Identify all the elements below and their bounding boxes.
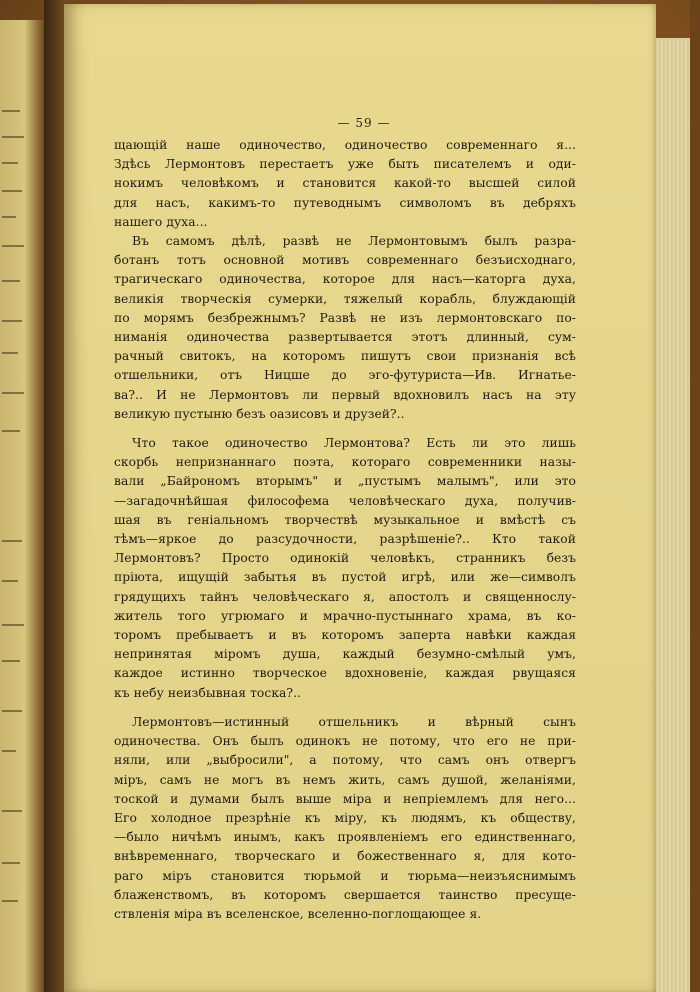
facing-page-ink: [2, 862, 20, 864]
paragraph-gap: [114, 424, 576, 434]
facing-page-ink: [2, 624, 24, 626]
text-line: пріюта, ищущій забытья въ пустой игрѣ, или же—символъ: [114, 570, 576, 585]
text-line: ва?.. И не Лермонтовъ ли первый вдохновилъ насъ на эту: [114, 387, 576, 402]
paragraph: [114, 713, 576, 924]
facing-page-ink: [2, 110, 20, 112]
text-line: нокимъ человѣкомъ и становится какой-то высшей силой: [114, 176, 576, 191]
book-page: [64, 4, 656, 992]
text-line: вали „Байрономъ вторымъ" и „пустымъ малымъ", или это: [114, 474, 576, 489]
text-line: для насъ, какимъ-то путеводнымъ символомъ въ дебряхъ: [114, 195, 576, 210]
facing-page-ink: [2, 352, 18, 354]
facing-page-ink: [2, 392, 24, 394]
facing-page-ink: [2, 580, 18, 582]
text-line: Въ самомъ дѣлѣ, развѣ не Лермонтовымъ былъ разра-: [132, 234, 576, 249]
text-line: —загадочнѣйшая философема человѣческаго духа, получив-: [114, 493, 576, 508]
text-line: Лермонтовъ? Просто одинокій человѣкъ, странникъ безъ: [114, 551, 576, 566]
text-line: каждое истинно творческое вдохновеніе, каждая рвущаяся: [114, 666, 576, 681]
text-line: ниманія одиночества развертывается этотъ длинный, сум-: [114, 330, 576, 345]
facing-page-ink: [2, 280, 20, 282]
text-line: внѣвременнаго, творческаго и божественнаго я, для кото-: [114, 849, 576, 864]
book-cover-edge: [690, 0, 700, 992]
facing-page-ink: [2, 136, 24, 138]
text-line: отшельники, отъ Ницше до эго-футуриста—Ив. Игнатье-: [114, 368, 576, 383]
paragraph-gap: [114, 703, 576, 713]
text-line: щающій наше одиночество, одиночество современнаго я...: [114, 138, 576, 152]
text-line: блаженствомъ, въ которомъ свершается таинство пресуще-: [114, 887, 576, 902]
text-line: —было ничѣмъ инымъ, какъ проявленіемъ его единственнаго,: [114, 830, 576, 845]
text-line: ботанъ тотъ основной мотивъ современнаго безъисходнаго,: [114, 253, 576, 268]
text-line: непринятая міромъ душа, каждый безумно-смѣлый умъ,: [114, 647, 576, 662]
text-line: няли, или „выбросили", а потому, что самъ онъ отвергъ: [114, 753, 576, 768]
facing-page-ink: [2, 320, 22, 322]
text-line: одиночества. Онъ былъ одинокъ не потому, что его не при-: [114, 734, 576, 749]
page-number: — 59 —: [337, 116, 391, 130]
text-line: Что такое одиночество Лермонтова? Есть ли это лишь: [132, 436, 576, 451]
facing-page-ink: [2, 190, 22, 192]
text-line: ствленія міра въ вселенское, вселенно-поглощающее я.: [114, 906, 482, 921]
facing-page-ink: [2, 216, 16, 218]
text-line: нашего духа...: [114, 214, 208, 229]
facing-page-ink: [2, 162, 18, 164]
facing-page-ink: [2, 750, 16, 752]
text-line: великія творческія сумерки, тяжелый корабль, блуждающій: [114, 291, 576, 306]
text-line: торомъ пребываетъ и въ которомъ заперта навѣки каждая: [114, 628, 576, 643]
text-line: тѣмъ—яркое до разсудочности, разрѣшеніе?.. Кто такой: [114, 532, 576, 547]
text-line: житель того угрюмаго и мрачно-пустыннаго храма, въ ко-: [114, 608, 576, 623]
paragraph: [114, 136, 576, 232]
text-line: Лермонтовъ—истинный отшельникъ и вѣрный сынъ: [132, 714, 576, 729]
text-line: тоской и думами былъ выше міра и непріемлемъ для него...: [114, 791, 576, 806]
paragraph: [114, 434, 576, 703]
page-stack-edge: [650, 38, 692, 992]
page-body: [114, 136, 576, 924]
text-line: раго міръ становится тюрьмой и тюрьма—неизъяснимымъ: [114, 868, 576, 883]
text-line: шая въ геніальномъ творчествѣ музыкальное и вмѣстѣ съ: [114, 512, 576, 527]
text-line: по морямъ безбрежнымъ? Развѣ не изъ лермонтовскаго по-: [114, 310, 576, 325]
facing-page-ink: [2, 900, 18, 902]
facing-page-ink: [2, 660, 20, 662]
text-line: грядущихъ тайнъ человѣческаго я, апостолъ и священнослу-: [114, 589, 576, 604]
text-line: міръ, самъ не могъ въ немъ жить, самъ душой, желаніями,: [114, 772, 576, 787]
text-line: великую пустыню безъ оазисовъ и друзей?..: [114, 406, 405, 421]
text-line: трагическаго одиночества, которое для насъ—каторга духа,: [114, 272, 576, 287]
paragraph: [114, 232, 576, 424]
facing-page-ink: [2, 710, 22, 712]
text-line: рачный свитокъ, на которомъ пишутъ свои признанія всѣ: [114, 349, 576, 364]
facing-page-ink: [2, 540, 22, 542]
facing-page-edge: [0, 20, 44, 992]
text-line: скорбь непризнаннаго поэта, котораго современники назы-: [114, 455, 576, 470]
facing-page-ink: [2, 245, 24, 247]
facing-page-ink: [2, 430, 20, 432]
text-line: Его холодное презрѣніе къ міру, къ людямъ, къ обществу,: [114, 810, 576, 825]
text-line: Здѣсь Лермонтовъ перестаетъ уже быть писателемъ и оди-: [114, 157, 576, 172]
facing-page-ink: [2, 810, 22, 812]
text-line: къ небу неизбывная тоска?..: [114, 685, 301, 700]
